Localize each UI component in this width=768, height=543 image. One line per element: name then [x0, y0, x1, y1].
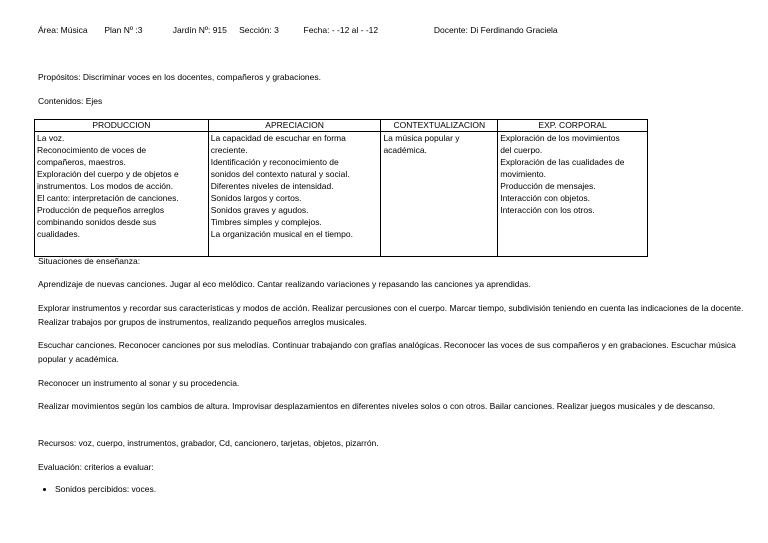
cell-line: compañeros, maestros.: [37, 157, 126, 167]
cell-line: sonidos del contexto natural y social.: [210, 169, 350, 179]
cell-line: movimiento.: [500, 169, 547, 179]
table-header-row: [35, 120, 648, 132]
cell-line: Sonidos graves y agudos.: [210, 205, 309, 215]
contenidos: Contenidos: Ejes: [38, 96, 103, 106]
cell-line: Interacción con objetos.: [500, 193, 590, 203]
plan-label: Plan Nº :3: [104, 25, 143, 35]
cell-line: La música popular y: [383, 133, 460, 143]
cell-line: Producción de pequeños arreglos: [37, 205, 165, 215]
cell-apreciacion: [208, 132, 381, 257]
paragraph: Reconocer un instrumento al sonar y su procedencia.: [38, 378, 240, 388]
cell-line: Exploración del cuerpo y de objetos e: [37, 169, 179, 179]
cell-contextualizacion: [381, 132, 498, 257]
cell-line: La organización musical en el tiempo.: [210, 229, 353, 239]
propositos: Propósitos: Discriminar voces en los docentes, compañeros y grabaciones.: [38, 72, 321, 82]
document-header: [38, 25, 738, 35]
cell-line: cualidades.: [37, 229, 81, 239]
cell-line: Sonidos largos y cortos.: [210, 193, 302, 203]
cell-line: instrumentos. Los modos de acción.: [37, 181, 174, 191]
list-item: • Sonidos percibidos: voces.: [55, 482, 156, 496]
cell-line: combinando sonidos desde sus: [37, 217, 157, 227]
fecha-label: Fecha: - -12 al - -12: [303, 25, 379, 35]
area-label: Área: Música: [38, 25, 88, 35]
cell-line: Producción de mensajes.: [500, 181, 596, 191]
cell-line: El canto: interpretación de canciones.: [37, 193, 179, 203]
table-row: [35, 132, 648, 257]
cell-line: Identificación y reconocimiento de: [210, 157, 339, 167]
paragraph: Explorar instrumentos y recordar sus características y modos de acción. Realizar percusiones con el cuerpo. Marcar tiempo, subdivisión teniendo en cuenta las indicaciones de la docente. Realizar trabajos por grupos de instrumentos, realizando pequeños arreglos musicales.: [38, 303, 744, 327]
evaluacion-title: Evaluación: criterios a evaluar:: [38, 462, 154, 472]
recursos: Recursos: voz, cuerpo, instrumentos, grabador, Cd, cancionero, tarjetas, objetos, pizarrón.: [38, 438, 379, 448]
cell-line: académica.: [383, 145, 427, 155]
cell-line: Diferentes niveles de intensidad.: [210, 181, 334, 191]
jardin-label: Jardín Nº: 915: [172, 25, 227, 35]
col-header-apreciacion: APRECIACION: [208, 120, 381, 132]
cell-line: Exploración de las cualidades de: [500, 157, 625, 167]
situaciones-title: Situaciones de enseñanza:: [38, 256, 141, 266]
cell-produccion: [35, 132, 209, 257]
cell-line: La voz.: [37, 133, 65, 143]
paragraph: Aprendizaje de nuevas canciones. Jugar al eco melódico. Cantar realizando variaciones y repasando las canciones ya aprendidas.: [38, 279, 531, 289]
seccion-label: Sección: 3: [239, 25, 279, 35]
paragraph: Escuchar canciones. Reconocer canciones por sus melodías. Continuar trabajando con grafías analógicas. Reconocer las voces de sus compañeros y en grabaciones. Escuchar música popular y académica.: [38, 340, 736, 364]
docente-label: Docente: Di Ferdinando Graciela: [433, 25, 558, 35]
cell-line: Reconocimiento de voces de: [37, 145, 147, 155]
cell-line: La capacidad de escuchar en forma: [210, 133, 346, 143]
paragraph: Realizar movimientos según los cambios de altura. Improvisar desplazamientos en diferentes niveles solos o con otros. Bailar canciones. Realizar juegos musicales y de descanso.: [38, 401, 716, 411]
cell-line: Exploración de los movimientos: [500, 133, 620, 143]
evaluacion-list: [38, 482, 156, 496]
cell-exp-corporal: [498, 132, 648, 257]
cell-line: del cuerpo.: [500, 145, 543, 155]
col-header-exp-corporal: EXP. CORPORAL: [498, 120, 648, 132]
col-header-produccion: PRODUCCION: [35, 120, 209, 132]
cell-line: Interacción con los otros.: [500, 205, 595, 215]
cell-line: Timbres simples y complejos.: [210, 217, 322, 227]
cell-line: creciente.: [210, 145, 248, 155]
contenidos-table: [34, 119, 648, 257]
col-header-contextualizacion: CONTEXTUALIZACION: [381, 120, 498, 132]
